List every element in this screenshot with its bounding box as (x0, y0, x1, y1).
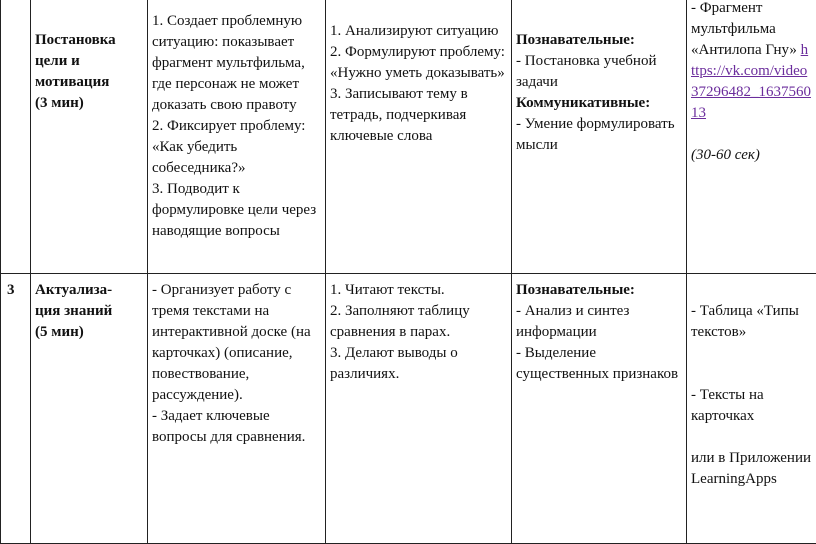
student-step: 2. Формулируют проблему: «Нужно уметь доказывать» (330, 42, 507, 84)
row-number-cell (1, 0, 31, 274)
stage-line: (5 мин) (35, 322, 143, 343)
uud-cell (512, 274, 687, 544)
student-activity-cell (326, 274, 512, 544)
resource-text: - Фрагмент мультфильма «Антилопа Гну» (691, 0, 797, 58)
uud-heading: Коммуникативные: (516, 93, 682, 114)
uud-item: - Анализ и синтез информации (516, 301, 682, 343)
stage-line: Постановка (35, 30, 143, 51)
resource-item: - Тексты на карточках (691, 385, 812, 427)
teacher-activity-cell (148, 274, 326, 544)
student-step: 1. Анализируют ситуацию (330, 21, 507, 42)
table-row (1, 274, 816, 544)
uud-item: - Выделение существенных признаков (516, 343, 682, 385)
resource-duration: (30-60 сек) (691, 145, 812, 166)
stage-line: цели и (35, 51, 143, 72)
student-step: 3. Делают выводы о различиях. (330, 343, 507, 385)
row-number: 3 (7, 282, 15, 298)
teacher-step: 3. Подводит к формулировке цели через наводящие вопросы (152, 179, 321, 242)
student-step: 2. Заполняют таблицу сравнения в парах. (330, 301, 507, 343)
uud-heading: Познавательные: (516, 280, 682, 301)
stage-line: мотивация (35, 72, 143, 93)
teacher-step: - Задает ключевые вопросы для сравнения. (152, 406, 321, 448)
stage-line: Актуализа- (35, 280, 143, 301)
student-step: 1. Читают тексты. (330, 280, 507, 301)
stage-line: ция знаний (35, 301, 143, 322)
table-row (1, 0, 816, 274)
student-step: 3. Записывают тему в тетрадь, подчеркивая ключевые слова (330, 84, 507, 147)
uud-heading: Познавательные: (516, 30, 682, 51)
row-number-cell (1, 274, 31, 544)
stage-line: (3 мин) (35, 93, 143, 114)
teacher-step: 2. Фиксирует проблему: «Как убедить собеседника?» (152, 116, 321, 179)
teacher-activity-cell (148, 0, 326, 274)
stage-cell (31, 0, 148, 274)
resources-cell (687, 0, 816, 274)
teacher-step: - Организует работу с тремя текстами на интерактивной доске (на карточках) (описание, повествование, рассуждение). (152, 280, 321, 406)
teacher-step: 1. Создает проблемную ситуацию: показывает фрагмент мультфильма, где персонаж не может доказать свою правоту (152, 11, 321, 116)
uud-item: - Умение формулировать мысли (516, 114, 682, 156)
uud-cell (512, 0, 687, 274)
stage-cell (31, 274, 148, 544)
resource-item: - Таблица «Типы текстов» (691, 301, 812, 343)
uud-item: - Постановка учебной задачи (516, 51, 682, 93)
student-activity-cell (326, 0, 512, 274)
resource-item: или в Приложении LearningApps (691, 448, 812, 490)
resources-cell (687, 274, 816, 544)
video-link[interactable]: https://vk.com/video37296482_163756013 (691, 42, 811, 121)
